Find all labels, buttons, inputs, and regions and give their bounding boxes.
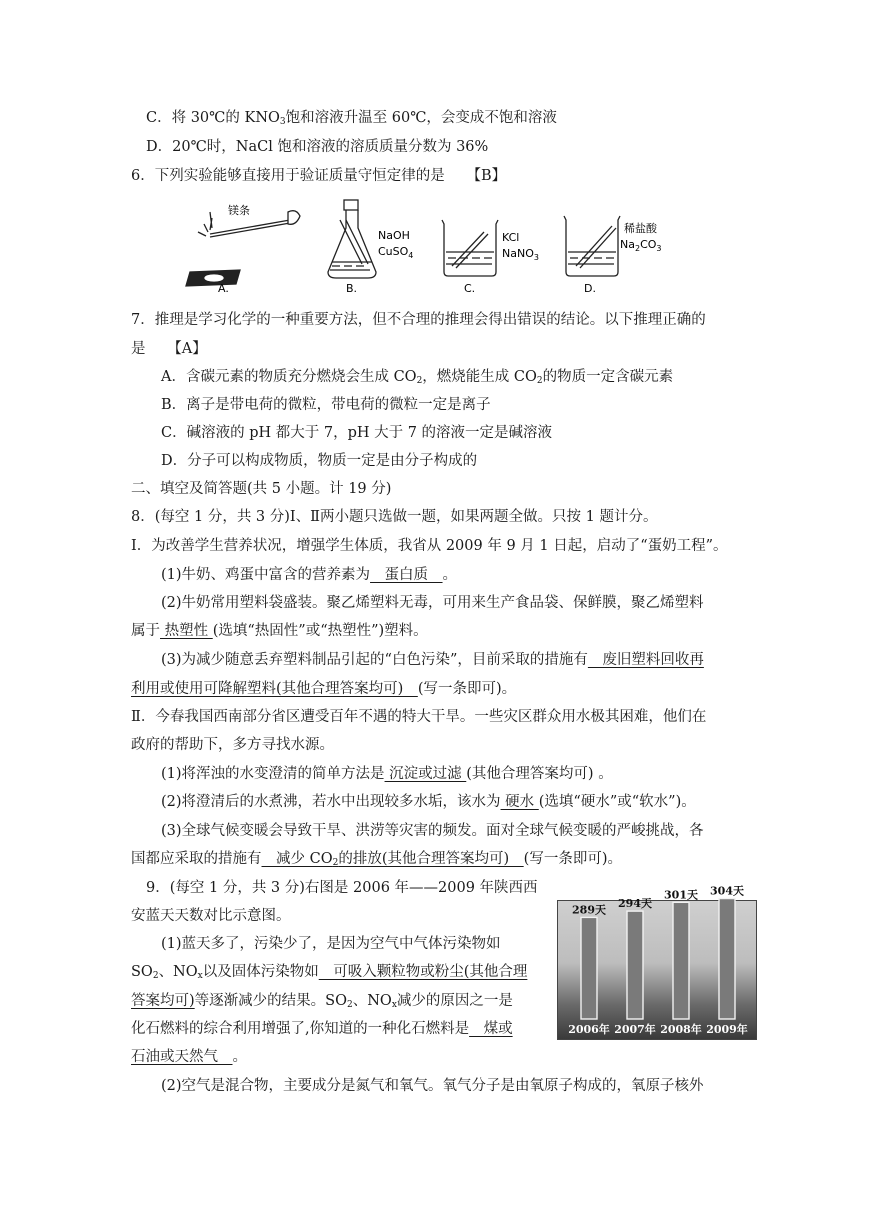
apparatus-a-label: 镁条: [228, 204, 250, 217]
q8-ii-1: (1)将浑浊的水变澄清的简单方法是 沉淀或过滤 (其他合理答案均可) 。: [161, 766, 613, 782]
chart-category-label: 2008年: [660, 1023, 702, 1036]
q7-stem-2: 是 【A】: [131, 341, 207, 357]
apparatus-d-label-1: 稀盐酸: [624, 222, 657, 235]
q8-part-ii-1: Ⅱ．今春我国西南部分省区遭受百年不遇的特大干旱。一些灾区群众用水极其困难，他们在: [131, 709, 707, 725]
answer-blank: 热塑性: [160, 623, 213, 639]
chart-data-label: 301天: [664, 888, 698, 902]
chart-svg: [558, 884, 756, 1039]
section-2-heading: 二、填空及简答题(共 5 小题。计 19 分): [131, 481, 392, 497]
apparatus-a: [186, 211, 300, 286]
q9-1-e: 石油或天然气 。: [131, 1049, 247, 1065]
chart-data-label: 289天: [572, 903, 606, 917]
chart-data-label: 304天: [710, 884, 744, 898]
apparatus-c: [442, 220, 498, 276]
answer-blank: 煤或: [469, 1021, 513, 1037]
q8-i-1: (1)牛奶、鸡蛋中富含的营养素为 蛋白质 。: [161, 567, 458, 583]
q6-apparatus-figure: [180, 192, 680, 297]
answer-blank: 废旧塑料回收再: [587, 652, 704, 668]
chart-category-label: 2007年: [614, 1023, 656, 1036]
chart-bar: [673, 902, 689, 1019]
q7-option-c: C．碱溶液的 pH 都大于 7，pH 大于 7 的溶液一定是碱溶液: [161, 425, 553, 441]
chart-bar: [627, 911, 643, 1019]
q8-ii-3a: (3)全球气候变暖会导致干旱、洪涝等灾害的频发。面对全球气候变暖的严峻挑战，各: [161, 823, 704, 839]
answer-blank: 沉淀或过滤: [384, 766, 467, 782]
chart-data-label: 294天: [618, 897, 652, 911]
q7-stem-1: 7．推理是学习化学的一种重要方法，但不合理的推理会得出错误的结论。以下推理正确的: [131, 312, 706, 328]
q7-option-d: D．分子可以构成物质，物质一定是由分子构成的: [161, 453, 478, 469]
answer-blank: 利用或使用可降解塑料(其他合理答案均可): [131, 681, 418, 697]
apparatus-b-caption: B.: [346, 282, 358, 295]
q9-1-d: 化石燃料的综合利用增强了,你知道的一种化石燃料是 煤或: [131, 1021, 513, 1037]
apparatus-a-caption: A.: [218, 282, 229, 295]
answer-blank: 硬水: [500, 794, 539, 810]
answer-blank: 答案均可): [131, 993, 195, 1009]
q9-2: (2)空气是混合物，主要成分是氮气和氧气。氧气分子是由氧原子构成的，氧原子核外: [161, 1078, 704, 1094]
q8-i-2b: 属于 热塑性 (选填“热固性”或“热塑性”)塑料。: [131, 623, 428, 639]
q9-stem-1: 9．(每空 1 分，共 3 分)右图是 2006 年——2009 年陕西西: [146, 880, 538, 896]
q5-option-c: C．将 30℃的 $KNO_3$饱和溶液升温至 60℃，会变成不饱和溶液: [146, 110, 557, 127]
q9-1-c: 答案均可)等逐渐减少的结果。$SO_2$、$NO_x$减少的原因之一是: [131, 993, 513, 1010]
chart-category-label: 2006年: [568, 1023, 610, 1036]
blue-sky-days-chart: [557, 884, 757, 1040]
q8-i-3a: (3)为减少随意丢弃塑料制品引起的“白色污染”，目前采取的措施有 废旧塑料回收再: [161, 652, 704, 668]
q7-option-b: B．离子是带电荷的微粒，带电荷的微粒一定是离子: [161, 397, 491, 413]
q8-part-i: Ⅰ．为改善学生营养状况，增强学生体质，我省从 2009 年 9 月 1 日起，启动了“蛋奶工程”。: [131, 538, 728, 554]
q8-ii-2: (2)将澄清后的水煮沸，若水中出现较多水垢，该水为 硬水 (选填“硬水”或“软水”)。: [161, 794, 696, 810]
q8-i-2a: (2)牛奶常用塑料袋盛装。聚乙烯塑料无毒，可用来生产食品袋、保鲜膜，聚乙烯塑料: [161, 595, 704, 611]
apparatus-d-label-2: $Na_2CO_3$: [620, 238, 662, 253]
q7-option-a: A．含碳元素的物质充分燃烧会生成 $CO_2$，燃烧能生成 $CO_2$的物质一定含碳元素: [161, 369, 674, 386]
apparatus-d: [564, 216, 620, 276]
q5-option-d: D．20℃时，NaCl 饱和溶液的溶质质量分数为 36%: [146, 139, 489, 155]
apparatus-c-label-2: NaNO$_3$: [502, 247, 539, 262]
q8-i-3b: 利用或使用可降解塑料(其他合理答案均可) (写一条即可)。: [131, 681, 517, 697]
apparatus-b-label-2: CuSO$_4$: [378, 245, 414, 260]
apparatus-b: [328, 200, 376, 278]
q8-ii-3b: 国都应采取的措施有 减少 $CO_2$的排放(其他合理答案均可) (写一条即可)。: [131, 851, 622, 868]
apparatus-c-caption: C.: [464, 282, 476, 295]
q9-1-a: (1)蓝天多了，污染少了，是因为空气中气体污染物如: [161, 936, 501, 952]
apparatus-c-label-1: KCl: [502, 231, 520, 244]
chart-bar: [581, 917, 597, 1019]
q8-part-ii-2: 政府的帮助下，多方寻找水源。: [131, 737, 334, 753]
q8-stem: 8．(每空 1 分，共 3 分)Ⅰ、Ⅱ两小题只选做一题，如果两题全做。只按 1 题计分。: [131, 509, 658, 525]
chart-bar: [719, 899, 735, 1019]
answer-blank: 蛋白质: [370, 567, 443, 583]
answer-blank: 可吸入颗粒物或粉尘(其他合理: [318, 964, 528, 980]
chart-category-label: 2009年: [706, 1023, 748, 1036]
q9-stem-2: 安蓝天天数对比示意图。: [131, 908, 291, 924]
answer-blank: 减少 $CO_2$的排放(其他合理答案均可): [261, 851, 524, 868]
q9-1-b: $SO_2$、$NO_x$以及固体污染物如 可吸入颗粒物或粉尘(其他合理: [131, 964, 528, 981]
apparatus-d-caption: D.: [584, 282, 596, 295]
apparatus-b-label-1: NaOH: [378, 229, 410, 242]
q6-stem: 6．下列实验能够直接用于验证质量守恒定律的是 【B】: [131, 168, 507, 184]
answer-blank: 石油或天然气: [131, 1049, 233, 1065]
